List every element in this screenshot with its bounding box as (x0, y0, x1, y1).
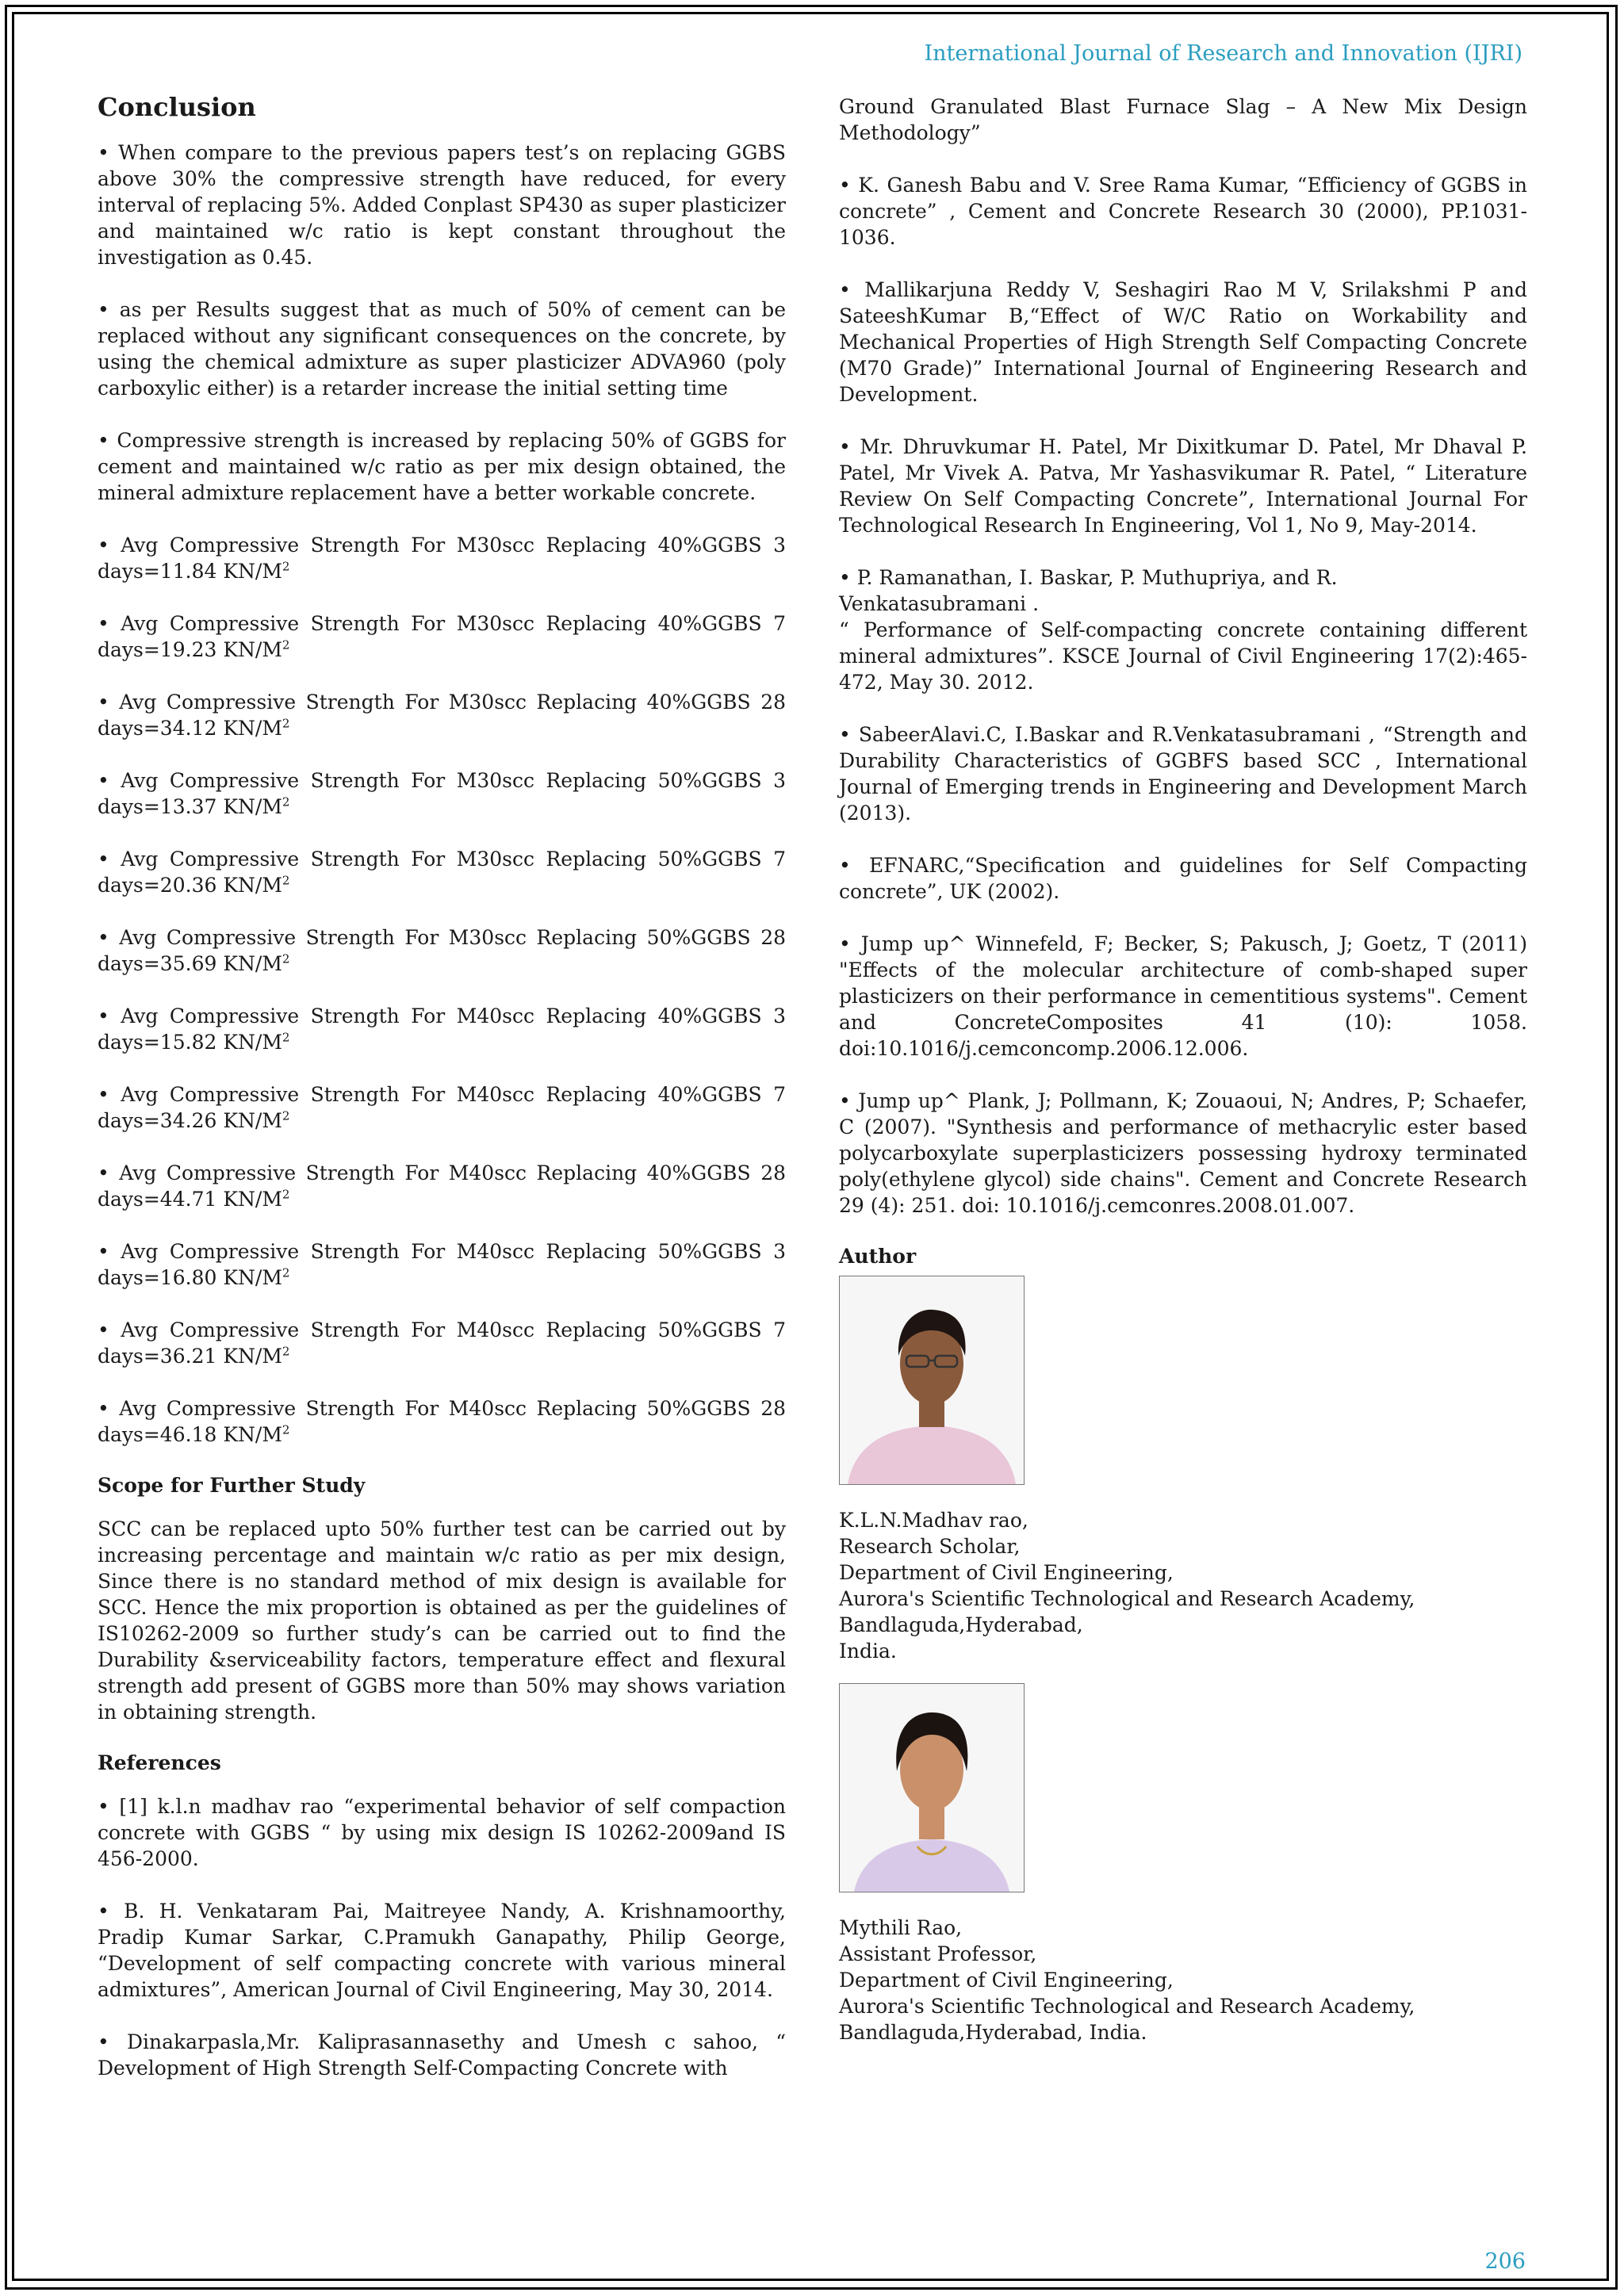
strength-item: • Avg Compressive Strength For M30scc Replacing 40%GGBS 7 days=19.23 $KN/M^2$ (98, 612, 786, 661)
strength-item: • Avg Compressive Strength For M30scc Replacing 40%GGBS 28 days=34.12 $KN/M^2$ (98, 691, 786, 740)
author-line: Bandlaguda,Hyderabad, (839, 1613, 1083, 1636)
conclusion-heading: Conclusion (98, 92, 256, 122)
reference-item: • EFNARC,“Specification and guidelines for Self Compacting concrete”, UK (2002). (839, 854, 1527, 903)
reference-item: • P. Ramanathan, I. Baskar, P. Muthupriya, and R. Venkatasubramani . (839, 566, 1338, 615)
conclusion-bullet: • When compare to the previous papers test’s on replacing GGBS above 30% the compressive strength have reduced, for every interval of replacing 5%. Added Conplast SP430 as super plasticizer and maintained w/c ratio is kept constant throughout the investigation as 0.45. (98, 141, 786, 269)
reference-item: • Dinakarpasla,Mr. Kaliprasannasethy and Umesh c sahoo, “ Development of High Strength Self-Compacting Concrete with (98, 2030, 786, 2080)
reference-item: • Jump up^ Winnefeld, F; Becker, S; Pakusch, J; Goetz, T (2011) "Effects of the molecular architecture of comb-shaped super plasticizers on their performance in cementitious systems". Cement and ConcreteComposites 41 (10): 1058. doi:10.1016/j.cemconcomp.2006.12.006. (839, 932, 1527, 1060)
strength-item: • Avg Compressive Strength For M40scc Replacing 40%GGBS 28 days=44.71 $KN/M^2$ (98, 1161, 786, 1211)
author-line: K.L.N.Madhav rao, (839, 1509, 1028, 1532)
right-column (839, 94, 1527, 2064)
reference-item: • Jump up^ Plank, J; Pollmann, K; Zouaoui, N; Andres, P; Schaefer, C (2007). "Synthesis and performance of methacrylic ester based polycarboxylate superplasticizers possessing hydroxy terminated poly(ethylene glycol) side chains". Cement and Concrete Research 29 (4): 251. doi: 10.1016/j.cemconres.2008.01.007. (839, 1089, 1527, 1217)
author-photo (839, 1683, 1025, 1892)
author-line: Department of Civil Engineering, (839, 1561, 1174, 1584)
strength-item: • Avg Compressive Strength For M40scc Replacing 50%GGBS 28 days=46.18 $KN/M^2$ (98, 1397, 786, 1446)
author-line: Aurora's Scientific Technological and Research Academy, (839, 1587, 1415, 1610)
strength-item: • Avg Compressive Strength For M30scc Replacing 40%GGBS 3 days=11.84 $KN/M^2$ (98, 534, 786, 583)
strength-item: • Avg Compressive Strength For M30scc Replacing 50%GGBS 28 days=35.69 $KN/M^2$ (98, 926, 786, 975)
reference-item: • SabeerAlavi.C, I.Baskar and R.Venkatasubramani , “Strength and Durability Characteristics of GGBFS based SCC , International Journal of Emerging trends in Engineering and Development March (2013). (839, 723, 1527, 825)
journal-header: International Journal of Research and Innovation (IJRI) (924, 41, 1522, 66)
scope-heading: Scope for Further Study (98, 1474, 366, 1497)
strength-item: • Avg Compressive Strength For M30scc Replacing 50%GGBS 3 days=13.37 $KN/M^2$ (98, 769, 786, 818)
strength-item: • Avg Compressive Strength For M40scc Replacing 40%GGBS 7 days=34.26 $KN/M^2$ (98, 1083, 786, 1132)
author-info (839, 1915, 1527, 2045)
reference-item: “ Performance of Self-compacting concrete containing different mineral admixtures”. KSCE Journal of Civil Engineering 17(2):465-472, May 30. 2012. (839, 618, 1527, 694)
reference-item: • Mallikarjuna Reddy V, Seshagiri Rao M V, Srilakshmi P and SateeshKumar B,“Effect of W/C Ratio on Workability and Mechanical Properties of High Strength Self Compacting Concrete (M70 Grade)” International Journal of Engineering Research and Development. (839, 278, 1527, 406)
reference-item: • Mr. Dhruvkumar H. Patel, Mr Dixitkumar D. Patel, Mr Dhaval P. Patel, Mr Vivek A. Patva, Mr Yashasvikumar R. Patel, “ Literature Review On Self Compacting Concrete”, International Journal For Technological Research In Engineering, Vol 1, No 9, May-2014. (839, 435, 1527, 537)
author-photo (839, 1276, 1025, 1485)
author-heading: Author (839, 1245, 917, 1268)
conclusion-bullet: • Compressive strength is increased by replacing 50% of GGBS for cement and maintained w/c ratio as per mix design obtained, the mineral admixture replacement have a better workable concrete. (98, 429, 786, 504)
left-column (98, 89, 786, 2107)
author-line: Aurora's Scientific Technological and Research Academy, (839, 1995, 1415, 2018)
author-line: Department of Civil Engineering, (839, 1969, 1174, 1992)
scope-text: SCC can be replaced upto 50% further test can be carried out by increasing percentage and maintain w/c ratio as per mix design, Since there is no standard method of mix design is available for SCC. Hence the mix proportion is obtained as per the guidelines of IS10262-2009 so further study’s can be carried out to find the Durability &serviceability factors, temperature effect and flexural strength add present of GGBS more than 50% may shows variation in obtaining strength. (98, 1517, 786, 1724)
author-line: Bandlaguda,Hyderabad, India. (839, 2021, 1147, 2044)
author-line: Mythili Rao, (839, 1916, 963, 1939)
author-line: Research Scholar, (839, 1535, 1021, 1558)
author-line: India. (839, 1640, 897, 1663)
reference-continuation: Ground Granulated Blast Furnace Slag – A New Mix Design Methodology” (839, 95, 1527, 144)
reference-item: • B. H. Venkataram Pai, Maitreyee Nandy, A. Krishnamoorthy, Pradip Kumar Sarkar, C.Pramukh Ganapathy, Philip George, “Development of self compacting concrete with various mineral admixtures”, American Journal of Civil Engineering, May 30, 2014. (98, 1900, 786, 2001)
author-info (839, 1507, 1527, 1664)
conclusion-bullet: • as per Results suggest that as much of 50% of cement can be replaced without any significant consequences on the concrete, by using the chemical admixture as super plasticizer ADVA960 (poly carboxylic either) is a retarder increase the initial setting time (98, 298, 786, 400)
reference-item: • [1] k.l.n madhav rao “experimental behavior of self compaction concrete with GGBS “ by using mix design IS 10262-2009and IS 456-2000. (98, 1795, 786, 1870)
strength-item: • Avg Compressive Strength For M40scc Replacing 50%GGBS 7 days=36.21 $KN/M^2$ (98, 1318, 786, 1368)
strength-item: • Avg Compressive Strength For M40scc Replacing 40%GGBS 3 days=15.82 $KN/M^2$ (98, 1004, 786, 1054)
reference-item: • K. Ganesh Babu and V. Sree Rama Kumar, “Efficiency of GGBS in concrete” , Cement and Concrete Research 30 (2000), PP.1031- 1036. (839, 174, 1527, 249)
author-line: Assistant Professor, (839, 1942, 1037, 1965)
strength-item: • Avg Compressive Strength For M40scc Replacing 50%GGBS 3 days=16.80 $KN/M^2$ (98, 1240, 786, 1289)
strength-item: • Avg Compressive Strength For M30scc Replacing 50%GGBS 7 days=20.36 $KN/M^2$ (98, 848, 786, 897)
page-number: 206 (1484, 2249, 1526, 2274)
references-heading: References (98, 1751, 221, 1774)
